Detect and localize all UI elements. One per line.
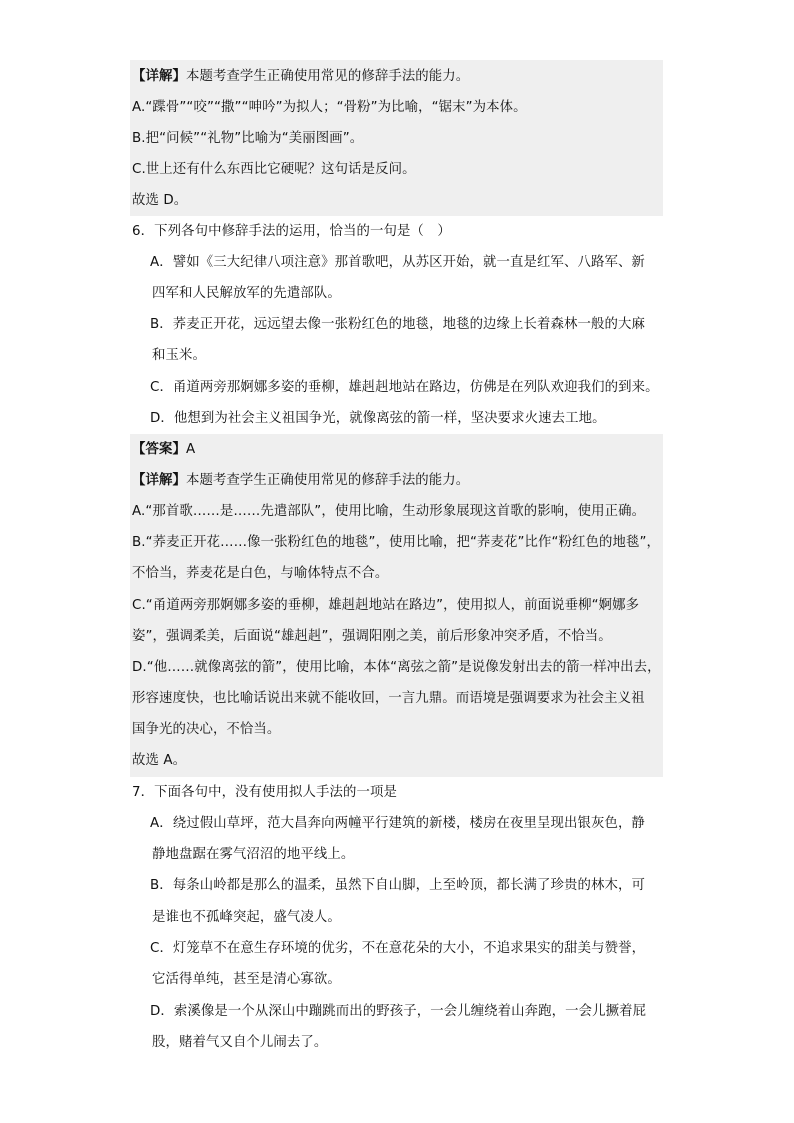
question-7-option: 它活得单纯，甚至是清心寡欲。 [152,972,341,987]
explanation-line: 形容速度快，也比喻话说出来就不能收回，一言九鼎。而语境是强调要求为社会主义祖 [132,691,645,706]
question-7-option: D．索溪像是一个从深山中蹦跳而出的野孩子，一会儿缠绕着山奔跑，一会儿撅着屁 [150,1004,647,1019]
question-7-stem: 7．下面各句中，没有使用拟人手法的一项是 [132,785,397,800]
question-6-option: C．甬道两旁那婀娜多姿的垂柳，雄赳赳地站在路边，仿佛是在列队欢迎我们的到来。 [150,380,659,395]
explanation-label: 【详解】 [132,473,186,488]
explanation-heading-line [132,67,469,87]
question-7-option: C．灯笼草不在意生存环境的优劣，不在意花朵的大小，不追求果实的甜美与赞誉， [150,941,646,956]
explanation-line: A.“那首歌……是……先遣部队”，使用比喻，生动形象展现这首歌的影响，使用正确。 [132,504,646,519]
explanation-text: 本题考查学生正确使用常见的修辞手法的能力。 [185,69,470,84]
question-7-option: A．绕过假山草坪，范大昌奔向两幢平行建筑的新楼，楼房在夜里呈现出银灰色，静 [150,816,645,831]
explanation-heading-line [132,471,469,491]
explanation-line: C.“甬道两旁那婀娜多姿的垂柳，雄赳赳地站在路边”，使用拟人，前面说垂柳“婀娜多 [132,598,640,613]
question-6-option: A．譬如《三大纪律八项注意》那首歌吧，从苏区开始，就一直是红军、八路军、新 [150,255,645,270]
explanation-label: 【详解】 [132,69,186,84]
question-6-option: B．荞麦正开花，远远望去像一张粉红色的地毯，地毯的边缘上长着森林一般的大麻 [150,317,645,332]
explanation-line: B.把“问候”“礼物”比喻为“美丽图画”。 [132,131,364,146]
explanation-line: D.“他……就像离弦的箭”，使用比喻，本体“离弦之箭”是说像发射出去的箭一样冲出去， [132,660,661,675]
explanation-line: A.“蹀骨”“咬”“撒”“呻吟”为拟人；“骨粉”为比喻，“锯末”为本体。 [132,100,527,115]
question-6-option: 四军和人民解放军的先遣部队。 [152,286,341,301]
explanation-line: B.“荞麦正开花……像一张粉红色的地毯”，使用比喻，把“荞麦花”比作“粉红色的地毯”， [132,535,661,550]
answer-value: A [185,442,196,457]
explanation-line: 姿”，强调柔美，后面说“雄赳赳”，强调阳刚之美，前后形象冲突矛盾，不恰当。 [132,629,612,644]
question-7-option: 是谁也不孤峰突起，盛气凌人。 [152,910,341,925]
question-6-option: D．他想到为社会主义祖国争光，就像离弦的箭一样，坚决要求火速去工地。 [150,411,606,426]
explanation-line: C.世上还有什么东西比它硬呢？这句话是反问。 [132,162,416,177]
explanation-text: 本题考查学生正确使用常见的修辞手法的能力。 [185,473,470,488]
question-7-option: 股，赌着气又自个儿闹去了。 [152,1035,328,1050]
question-7-option: 静地盘踞在雾气沼沼的地平线上。 [152,847,355,862]
question-7-option: B．每条山岭都是那么的温柔，虽然下自山脚，上至岭顶，都长满了珍贵的林木，可 [150,878,645,893]
explanation-line: 故选 D。 [132,193,188,208]
question-6-option: 和玉米。 [152,348,206,363]
explanation-line: 故选 A。 [132,753,187,768]
answer-line [132,440,195,460]
explanation-line: 不恰当，荞麦花是白色，与喻体特点不合。 [132,566,389,581]
explanation-line: 国争光的决心，不恰当。 [132,722,281,737]
answer-label: 【答案】 [132,442,186,457]
question-6-stem: 6．下列各句中修辞手法的运用，恰当的一句是（ ） [132,224,451,239]
